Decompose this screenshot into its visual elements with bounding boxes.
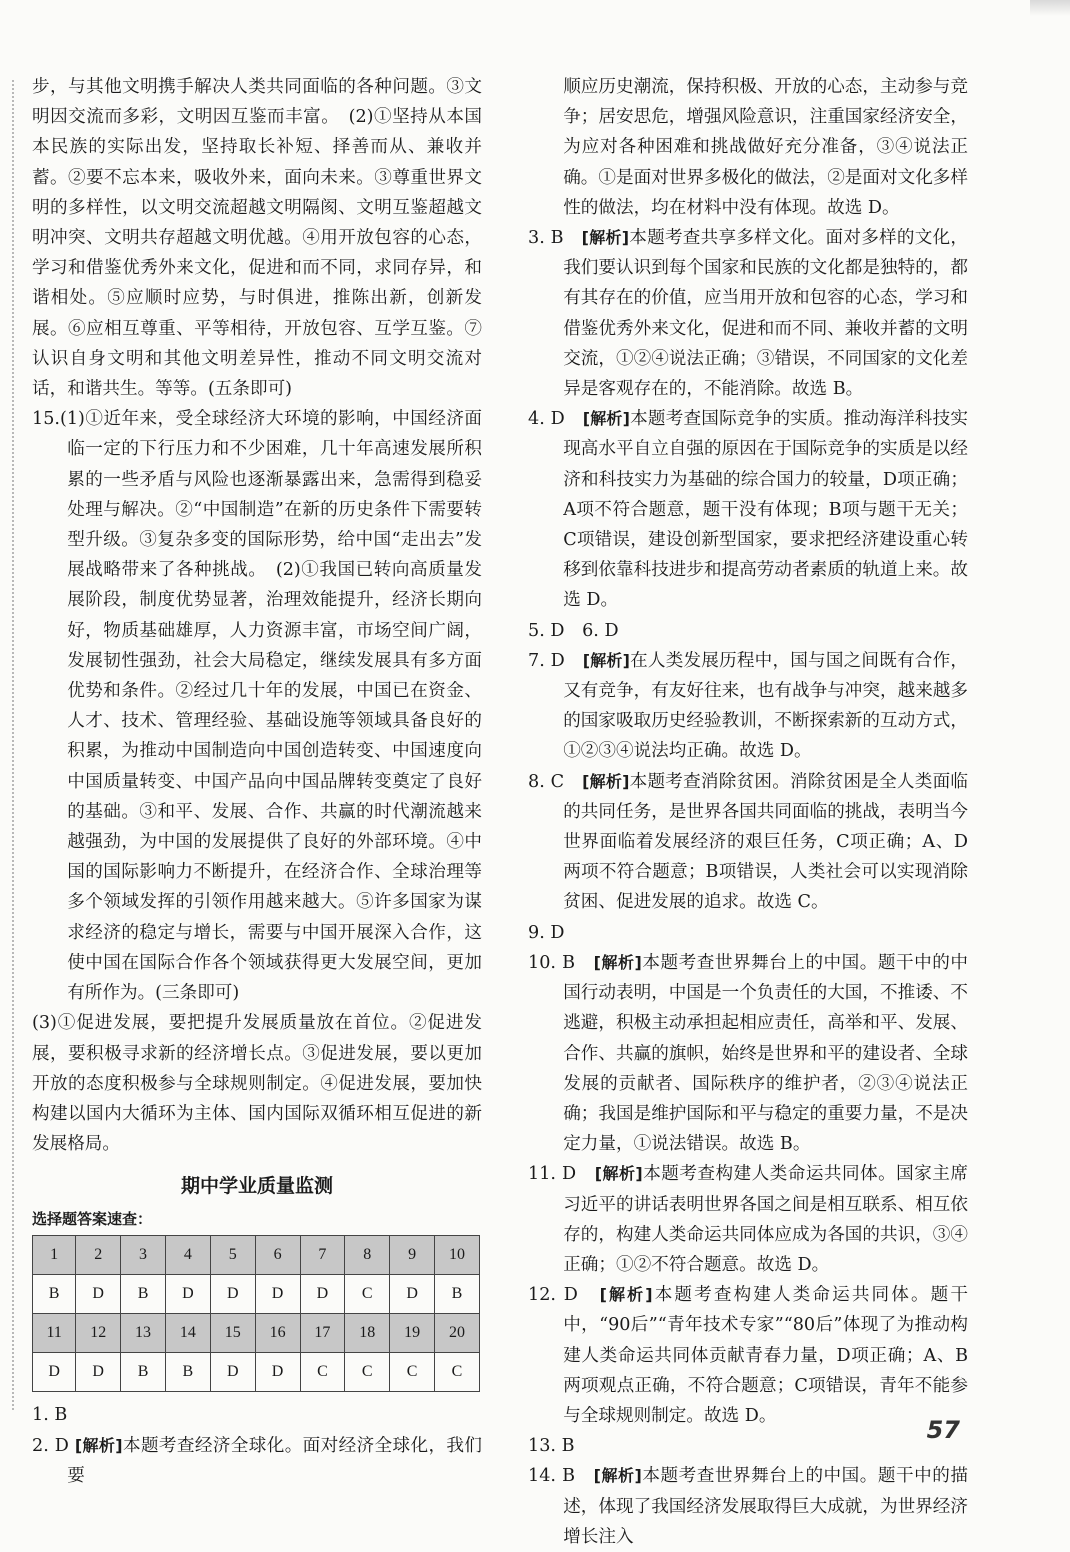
answer-number: 10. B — [528, 952, 576, 973]
table-cell: D — [300, 1275, 345, 1314]
table-cell: B — [121, 1275, 166, 1314]
table-cell: 18 — [345, 1314, 390, 1353]
answer-text: 本题考查构建人类命运共同体。国家主席习近平的讲话表明世界各国之间是相互联系、相互依存的，构建人类命运共同体应成为各国的共识，③④正确；①②不符合题意。故选 D。 — [563, 1164, 968, 1275]
table-row-numbers-1 — [33, 1236, 480, 1275]
analysis-tag: [解析] — [599, 1285, 653, 1305]
table-cell: D — [390, 1275, 435, 1314]
answer-text: 在人类发展历程中，国与国之间既有合作，又有竞争，有友好往来，也有战争与冲突，越来越多的国家吸取历史经验教训，不断探索新的互动方式，①②③④说法均正确。故选 D。 — [563, 650, 968, 762]
table-cell: D — [210, 1275, 255, 1314]
analysis-tag: [解析] — [582, 650, 630, 670]
table-cell: B — [165, 1353, 210, 1392]
answer-number: 12. D — [528, 1285, 578, 1306]
table-cell: 10 — [435, 1236, 480, 1275]
answer-number: 5. D 6. D — [528, 620, 619, 641]
table-row-answers-2 — [33, 1353, 480, 1392]
answer-3 — [528, 223, 968, 404]
table-cell: C — [345, 1353, 390, 1392]
answer-text: 本题考查构建人类命运共同体。题干中，“90后”“青年技术专家”“80后”体现了为推动构建人类命运共同体贡献青春力量，D项正确；A、B两项观点正确，不符合题意；C项错误，青年不能参与全球规则制定。故选 D。 — [563, 1285, 968, 1426]
answer-11 — [528, 1159, 968, 1280]
answer-text: 本题考查经济全球化。面对经济全球化，我们要 — [67, 1435, 482, 1486]
analysis-tag: [解析] — [581, 228, 630, 248]
answer-text: 本题考查世界舞台上的中国。题干中的描述，体现了我国经济发展取得巨大成就，为世界经济增长注入 — [563, 1466, 968, 1547]
analysis-tag: [解析] — [593, 952, 642, 972]
answer-number: 13. B — [528, 1436, 575, 1457]
table-cell: B — [435, 1275, 480, 1314]
table-cell: 14 — [165, 1314, 210, 1353]
table-cell: 16 — [255, 1314, 300, 1353]
table-cell: B — [33, 1275, 76, 1314]
answer-text: 本题考查消除贫困。消除贫困是全人类面临的共同任务，是世界各国共同面临的挑战，表明当今世界面临着发展经济的艰巨任务，C项正确；A、D两项不符合题意；B项错误，人类社会可以实现消除贫困、促进发展的追求。故选 C。 — [563, 771, 968, 913]
answer-4 — [528, 404, 968, 615]
table-cell: C — [300, 1353, 345, 1392]
answer-15-part3: (3)①促进发展，要把提升发展质量放在首位。②促进发展，要积极寻求新的经济增长点。③促进发展，要以更加开放的态度积极参与全球规则制定。④促进发展，要加快构建以国内大循环为主体、国内国际双循环相互促进的新发展格局。 — [32, 1013, 482, 1155]
table-cell: 1 — [33, 1236, 76, 1275]
page-corner-shadow — [1030, 0, 1070, 16]
table-cell: 12 — [76, 1314, 121, 1353]
table-cell: 5 — [210, 1236, 255, 1275]
analysis-tag: [解析] — [74, 1435, 123, 1455]
answer-14 — [528, 1461, 968, 1552]
answer-table — [32, 1235, 480, 1392]
table-cell: 19 — [390, 1314, 435, 1353]
answer-number: 3. B — [528, 228, 564, 249]
table-cell: D — [255, 1275, 300, 1314]
answer-1: 1. B — [32, 1405, 68, 1426]
answer-5-6 — [528, 616, 968, 646]
answer-text: 本题考查世界舞台上的中国。题干中的中国行动表明，中国是一个负责任的大国，不推诿、不逃避，积极主动承担起相应责任，高举和平、发展、合作、共赢的旗帜，始终是世界和平的建设者、全球发展的贡献者、国际秩序的维护者，②③④说法正确；我国是维护国际和平与稳定的重要力量，不是决定力量，①说法错误。故选 B。 — [563, 952, 968, 1155]
table-cell: 11 — [33, 1314, 76, 1353]
answer-7 — [528, 646, 968, 767]
table-cell: D — [76, 1275, 121, 1314]
answer-paragraph-cont: 步，与其他文明携手解决人类共同面临的各种问题。③文明因交流而多彩，文明因互鉴而丰富。 (2)①坚持从本国本民族的实际出发，坚持取长补短、择善而从、兼收并蓄。②要不忘本来，吸收外来，面向未来。③尊重世界文明的多样性，以文明交流超越文明隔阂、文明互鉴超越文明冲突、文明共存超越文明优越。④用开放包容的心态，学习和借鉴优秀外来文化，促进和而不同，求同存异，和谐相处。⑤应顺时应势，与时俱进，推陈出新，创新发展。⑥应相互尊重、平等相待，开放包容、互学互鉴。⑦认识自身文明和其他文明差异性，推动不同文明交流对话，和谐共生。等等。(五条即可) — [32, 77, 482, 400]
answer-text: 本题考查国际竞争的实质。推动海洋科技实现高水平自立自强的原因在于国际竞争的实质是以经济和科技实力为基础的综合国力的较量，D项正确；A项不符合题意，题干没有体现；B项与题干无关；C项错误，建设创新型国家，要求把经济建设重心转移到依靠科技进步和提高劳动者素质的轨道上来。故选 D。 — [563, 409, 968, 611]
left-column — [32, 72, 482, 1491]
table-cell: C — [435, 1353, 480, 1392]
answer-2-cont: 顺应历史潮流，保持积极、开放的心态，主动参与竞争；居安思危，增强风险意识，注重国家经济安全，为应对各种困难和挑战做好充分准备，③④说法正确。①是面对世界多极化的做法，②是面对文化多样性的做法，均在材料中没有体现。故选 D。 — [563, 77, 968, 218]
section-title: 期中学业质量监测 — [180, 1175, 333, 1198]
answer-12 — [528, 1280, 968, 1431]
answer-10 — [528, 948, 968, 1159]
answer-number: 8. C — [528, 771, 565, 792]
table-cell: D — [165, 1275, 210, 1314]
table-cell: 4 — [165, 1236, 210, 1275]
analysis-tag: [解析] — [582, 771, 630, 791]
table-cell: D — [255, 1353, 300, 1392]
answer-text: 本题考查共享多样文化。面对多样的文化，我们要认识到每个国家和民族的文化都是独特的，都有其存在的价值，应当用开放和包容的心态，学习和借鉴优秀外来文化，促进和而不同、兼收并蓄的文明交流，①②④说法正确；③错误，不同国家的文化差异是客观存在的，不能消除。故选 B。 — [563, 228, 968, 400]
table-cell: 7 — [300, 1236, 345, 1275]
table-cell: 15 — [210, 1314, 255, 1353]
answer-number: 9. D — [528, 922, 565, 943]
answer-number: 14. B — [528, 1466, 576, 1487]
table-row-numbers-2 — [33, 1314, 480, 1353]
analysis-tag: [解析] — [593, 1466, 642, 1486]
analysis-tag: [解析] — [594, 1164, 643, 1184]
right-column — [528, 72, 968, 1552]
table-cell: 20 — [435, 1314, 480, 1353]
table-row-answers-1 — [33, 1275, 480, 1314]
answer-number: 7. D — [528, 650, 565, 671]
table-cell: 3 — [121, 1236, 166, 1275]
answer-number: 11. D — [528, 1164, 577, 1185]
answer-13 — [528, 1431, 968, 1461]
answer-number: 2. D — [32, 1435, 69, 1456]
binding-margin-dots — [12, 80, 14, 1410]
table-cell: D — [33, 1353, 76, 1392]
table-cell: C — [345, 1275, 390, 1314]
table-cell: B — [121, 1353, 166, 1392]
quick-answer-label: 选择题答案速查： — [32, 1210, 153, 1229]
answer-2 — [32, 1431, 482, 1491]
answer-15: 15.(1)①近年来，受全球经济大环境的影响，中国经济面临一定的下行压力和不少困难，几十年高速发展所积累的一些矛盾与风险也逐渐暴露出来，急需得到稳妥处理与解决。②“中国制造”在新的历史条件下需要转型升级。③复杂多变的国际形势，给中国“走出去”发展战略带来了各种挑战。 (2)①我国已转向高质量发展阶段，制度优势显著，治理效能提升，经济长期向好，物质基础雄厚，人力资源丰富，市场空间广阔，发展韧性强劲，社会大局稳定，继续发展具有多方面优势和条件。②经过几十年的发展，中国已在资金、人才、技术、管理经验、基础设施等领域具备良好的积累，为推动中国制造向中国创造转变、中国速度向中国质量转变、中国产品向中国品牌转变奠定了良好的基础。③和平、发展、合作、共赢的时代潮流越来越强劲，为中国的发展提供了良好的外部环境。④中国的国际影响力不断提升，在经济合作、全球治理等多个领域发挥的引领作用越来越大。⑤许多国家为谋求经济的稳定与增长，需要与中国开展深入合作，这使中国在国际合作各个领域获得更大发展空间，更加有所作为。(三条即可) — [32, 409, 482, 1004]
table-cell: 6 — [255, 1236, 300, 1275]
page-number: 57 — [926, 1416, 960, 1444]
table-cell: 13 — [121, 1314, 166, 1353]
answer-8 — [528, 767, 968, 918]
table-cell: C — [390, 1353, 435, 1392]
table-cell: D — [76, 1353, 121, 1392]
answer-number: 4. D — [528, 409, 565, 430]
table-cell: D — [210, 1353, 255, 1392]
analysis-tag: [解析] — [582, 409, 630, 429]
table-cell: 9 — [390, 1236, 435, 1275]
answer-9 — [528, 918, 968, 948]
table-cell: 8 — [345, 1236, 390, 1275]
table-cell: 2 — [76, 1236, 121, 1275]
table-cell: 17 — [300, 1314, 345, 1353]
